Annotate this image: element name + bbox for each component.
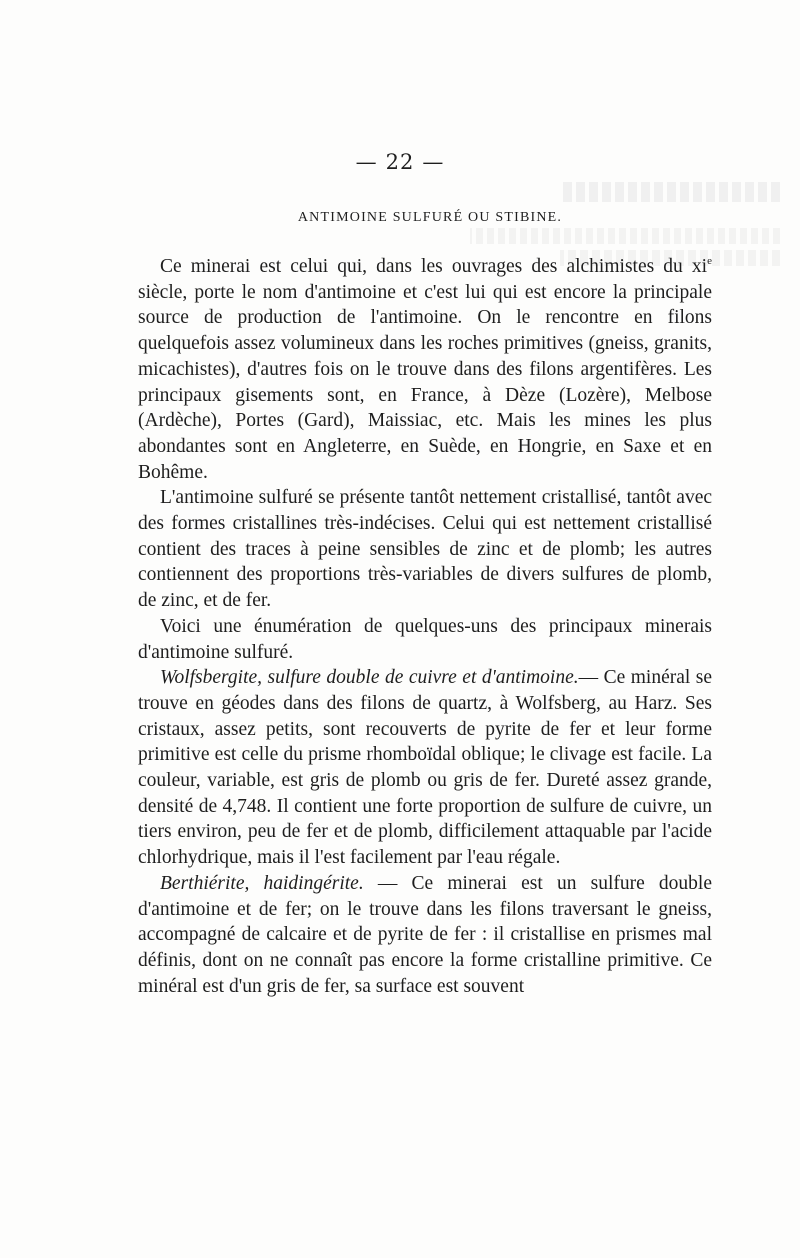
bleed-through [560,182,780,202]
paragraph-crystallisation [138,485,712,614]
body-text [138,254,712,999]
paragraph-enumeration [138,614,712,665]
superscript: e [707,255,712,267]
paragraph-text: Voici une énumération de quelques-uns des principaux minerais d'antimoine sulfuré. [138,615,712,663]
paragraph-wolfsbergite [138,665,712,871]
paragraph-text: — Ce minerai est un sulfure double d'antimoine et de fer; on le trouve dans les filons traversant le gneiss, accompagné de calcaire et de pyrite de fer : il cristallise en prismes mal définis, dont on ne connaît pas encore la forme cristalline primitive. Ce minéral est d'un gris de fer, sa surface est souvent [138,872,712,997]
bleed-through [470,228,780,244]
paragraph-text: — Ce minéral se trouve en géodes dans des filons de quartz, à Wolfsberg, au Harz. Ses cristaux, assez petits, sont recouverts de pyrite de fer et leur forme primitive est celle du prisme rhomboïdal oblique; le clivage est facile. La couleur, variable, est gris de plomb ou gris de fer. Dureté assez grande, densité de 4,748. Il contient une forte proportion de sulfure de cuivre, un tiers environ, peu de fer et de plomb, difficilement attaquable par l'acide chlorhydrique, mais il l'est facilement par l'eau régale. [138,667,712,869]
paragraph-text: Ce minerai est celui qui, dans les ouvrages des alchimistes du xi [160,256,708,277]
page-number-dash-right: — [422,150,445,174]
paragraph-text: L'antimoine sulfuré se présente tantôt nettement cristallisé, tantôt avec des formes cristallines très-indécises. Celui qui est nettement cristallisé contient des traces à peine sensibles de zinc et de plomb; les autres contiennent des proportions très-variables de divers sulfures de plomb, de zinc, et de fer. [138,487,712,612]
paragraph-berthierite [138,871,712,1000]
section-title: ANTIMOINE SULFURÉ OU STIBINE. [297,210,563,225]
page-number-value: 22 [385,150,415,174]
mineral-name: Berthiérite, haidingérite. [160,872,364,894]
page-number [0,150,800,174]
page-number-dash-left: — [355,150,378,174]
mineral-name: Wolfsbergite, sulfure double de cuivre et d'antimoine. [160,667,579,689]
paragraph-intro [138,254,712,485]
paragraph-text: siècle, porte le nom d'antimoine et c'est lui qui est encore la principale source de production de l'antimoine. On le rencontre en filons quelquefois assez volumineux dans les roches primitives (gneiss, granits, micachistes), d'autres fois on le trouve dans des filons argentifères. Les principaux gisements sont, en France, à Dèze (Lozère), Melbose (Ardèche), Portes (Gard), Maissiac, etc. Mais les mines les plus abondantes sont en Angleterre, en Suède, en Hongrie, en Saxe et en Bohême. [138,281,712,483]
